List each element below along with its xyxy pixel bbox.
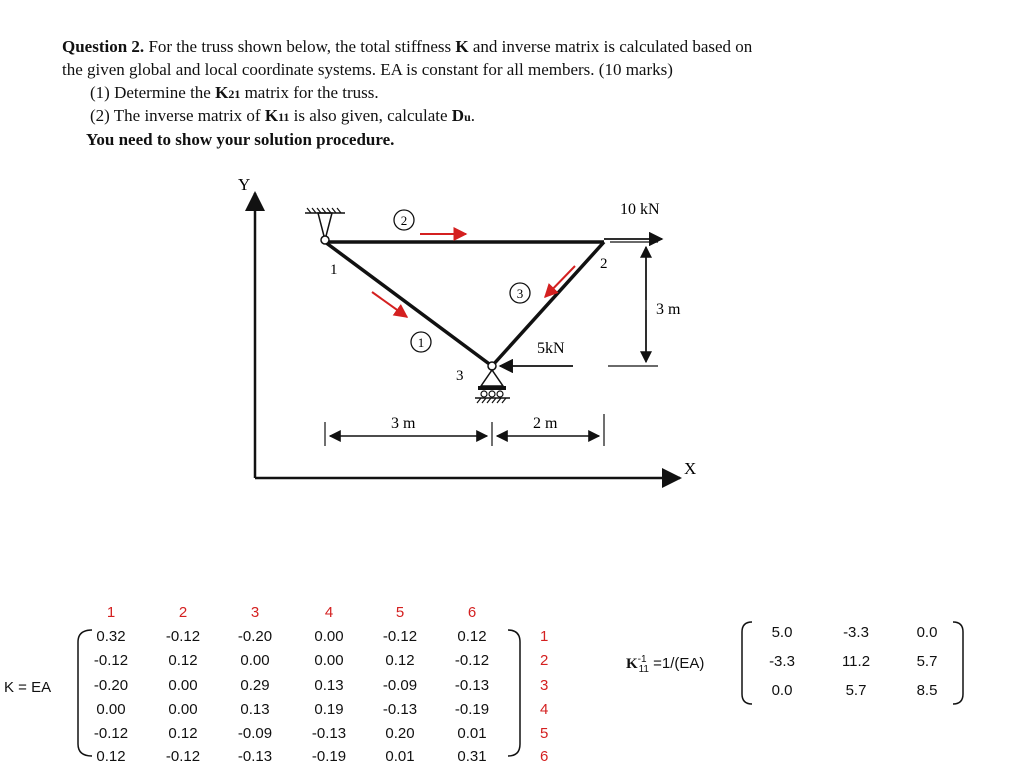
k-col-header-2: 2	[178, 604, 188, 621]
k-row-header-1: 1	[540, 628, 549, 645]
k-row-header-5: 5	[540, 725, 549, 742]
k-cell-2-1: -0.12	[93, 652, 129, 669]
k11inv-cell-1-3: 0.0	[916, 624, 938, 641]
k11inv-cell-3-3: 8.5	[916, 682, 938, 699]
node-2-label: 2	[600, 256, 608, 272]
node-3-label: 3	[456, 368, 464, 384]
k-cell-5-4: -0.13	[311, 725, 347, 742]
k-col-header-3: 3	[250, 604, 260, 621]
k-row-header-6: 6	[540, 748, 549, 765]
k-row-header-3: 3	[540, 677, 549, 694]
dim-3m-vertical: 3 m	[656, 301, 681, 318]
k-cell-2-4: 0.00	[314, 652, 344, 669]
k-cell-2-6: -0.12	[454, 652, 490, 669]
member-1-local-arrow	[372, 292, 407, 317]
dim-3m-horizontal: 3 m	[391, 415, 416, 432]
member-1-line	[325, 242, 492, 366]
k-cell-1-1: 0.32	[96, 628, 126, 645]
k11inv-label: $K^{-1}_{11} =1/(EA)$	[626, 654, 705, 675]
k11inv-cell-2-2: 11.2	[841, 653, 871, 670]
k-cell-4-3: 0.13	[240, 701, 270, 718]
k-cell-4-5: -0.13	[382, 701, 418, 718]
k-cell-3-5: -0.09	[382, 677, 418, 694]
support-node-1	[305, 208, 345, 244]
load-10kn-label: 10 kN	[620, 201, 660, 218]
k-matrix-right-bracket	[508, 630, 520, 756]
k11inv-cell-3-2: 5.7	[845, 682, 867, 699]
member-1-label: 1	[417, 335, 425, 350]
k-cell-6-2: -0.12	[165, 748, 201, 765]
k-cell-3-1: -0.20	[93, 677, 129, 694]
k-matrix-label: K = EA	[4, 679, 52, 696]
member-3-label: 3	[516, 286, 524, 301]
k-cell-4-6: -0.19	[454, 701, 490, 718]
k11inv-left-bracket	[742, 622, 752, 704]
k-cell-6-1: 0.12	[96, 748, 126, 765]
k-row-header-2: 2	[540, 652, 549, 669]
k11inv-cell-1-1: 5.0	[771, 624, 793, 641]
k-cell-1-6: 0.12	[457, 628, 487, 645]
k-col-header-6: 6	[467, 604, 477, 621]
k-cell-2-2: 0.12	[168, 652, 198, 669]
question-part-2: (2) The inverse matrix of K11 is also given, calculate Du.	[90, 106, 476, 125]
k-cell-2-5: 0.12	[385, 652, 415, 669]
node-1-label: 1	[330, 262, 338, 278]
k-cell-3-3: 0.29	[240, 677, 270, 694]
member-2-label: 2	[400, 213, 408, 228]
support-node-3	[475, 362, 510, 403]
k-cell-5-2: 0.12	[168, 725, 198, 742]
k-cell-1-3: -0.20	[237, 628, 273, 645]
k-cell-3-4: 0.13	[314, 677, 344, 694]
k-cell-1-5: -0.12	[382, 628, 418, 645]
k-cell-5-5: 0.20	[385, 725, 415, 742]
k-cell-1-4: 0.00	[314, 628, 344, 645]
k-cell-5-6: 0.01	[457, 725, 487, 742]
k-cell-4-2: 0.00	[168, 701, 198, 718]
question-part-1: (1) Determine the K21 matrix for the truss.	[90, 83, 379, 102]
k-row-header-4: 4	[540, 701, 549, 718]
y-axis-label: Y	[238, 175, 251, 194]
k-cell-2-3: 0.00	[240, 652, 270, 669]
k11inv-cell-2-1: -3.3	[769, 653, 795, 670]
k-cell-3-6: -0.13	[454, 677, 490, 694]
dim-2m-horizontal: 2 m	[533, 415, 558, 432]
instruction: You need to show your solution procedure.	[86, 130, 395, 149]
k-cell-6-4: -0.19	[311, 748, 347, 765]
k-cell-1-2: -0.12	[165, 628, 201, 645]
k-cell-4-1: 0.00	[96, 701, 126, 718]
k-cell-3-2: 0.00	[168, 677, 198, 694]
k-cell-5-3: -0.09	[237, 725, 273, 742]
x-axis-label: X	[684, 459, 697, 478]
k-cell-6-5: 0.01	[385, 748, 415, 765]
k-col-header-5: 5	[395, 604, 405, 621]
k11inv-cell-2-3: 5.7	[916, 653, 938, 670]
k11inv-cell-3-1: 0.0	[771, 682, 793, 699]
k-cell-4-4: 0.19	[314, 701, 344, 718]
k-cell-5-1: -0.12	[93, 725, 129, 742]
k-col-header-1: 1	[106, 604, 116, 621]
k-cell-6-6: 0.31	[457, 748, 487, 765]
question-line-1: Question 2. For the truss shown below, the total stiffness K and inverse matrix is calculated based on	[62, 37, 753, 56]
k-cell-6-3: -0.13	[237, 748, 273, 765]
load-5kn-label: 5kN	[537, 340, 565, 357]
question-line-2: the given global and local coordinate systems. EA is constant for all members. (10 marks)	[62, 60, 673, 79]
k-col-header-4: 4	[324, 604, 334, 621]
k11inv-cell-1-2: -3.3	[843, 624, 869, 641]
